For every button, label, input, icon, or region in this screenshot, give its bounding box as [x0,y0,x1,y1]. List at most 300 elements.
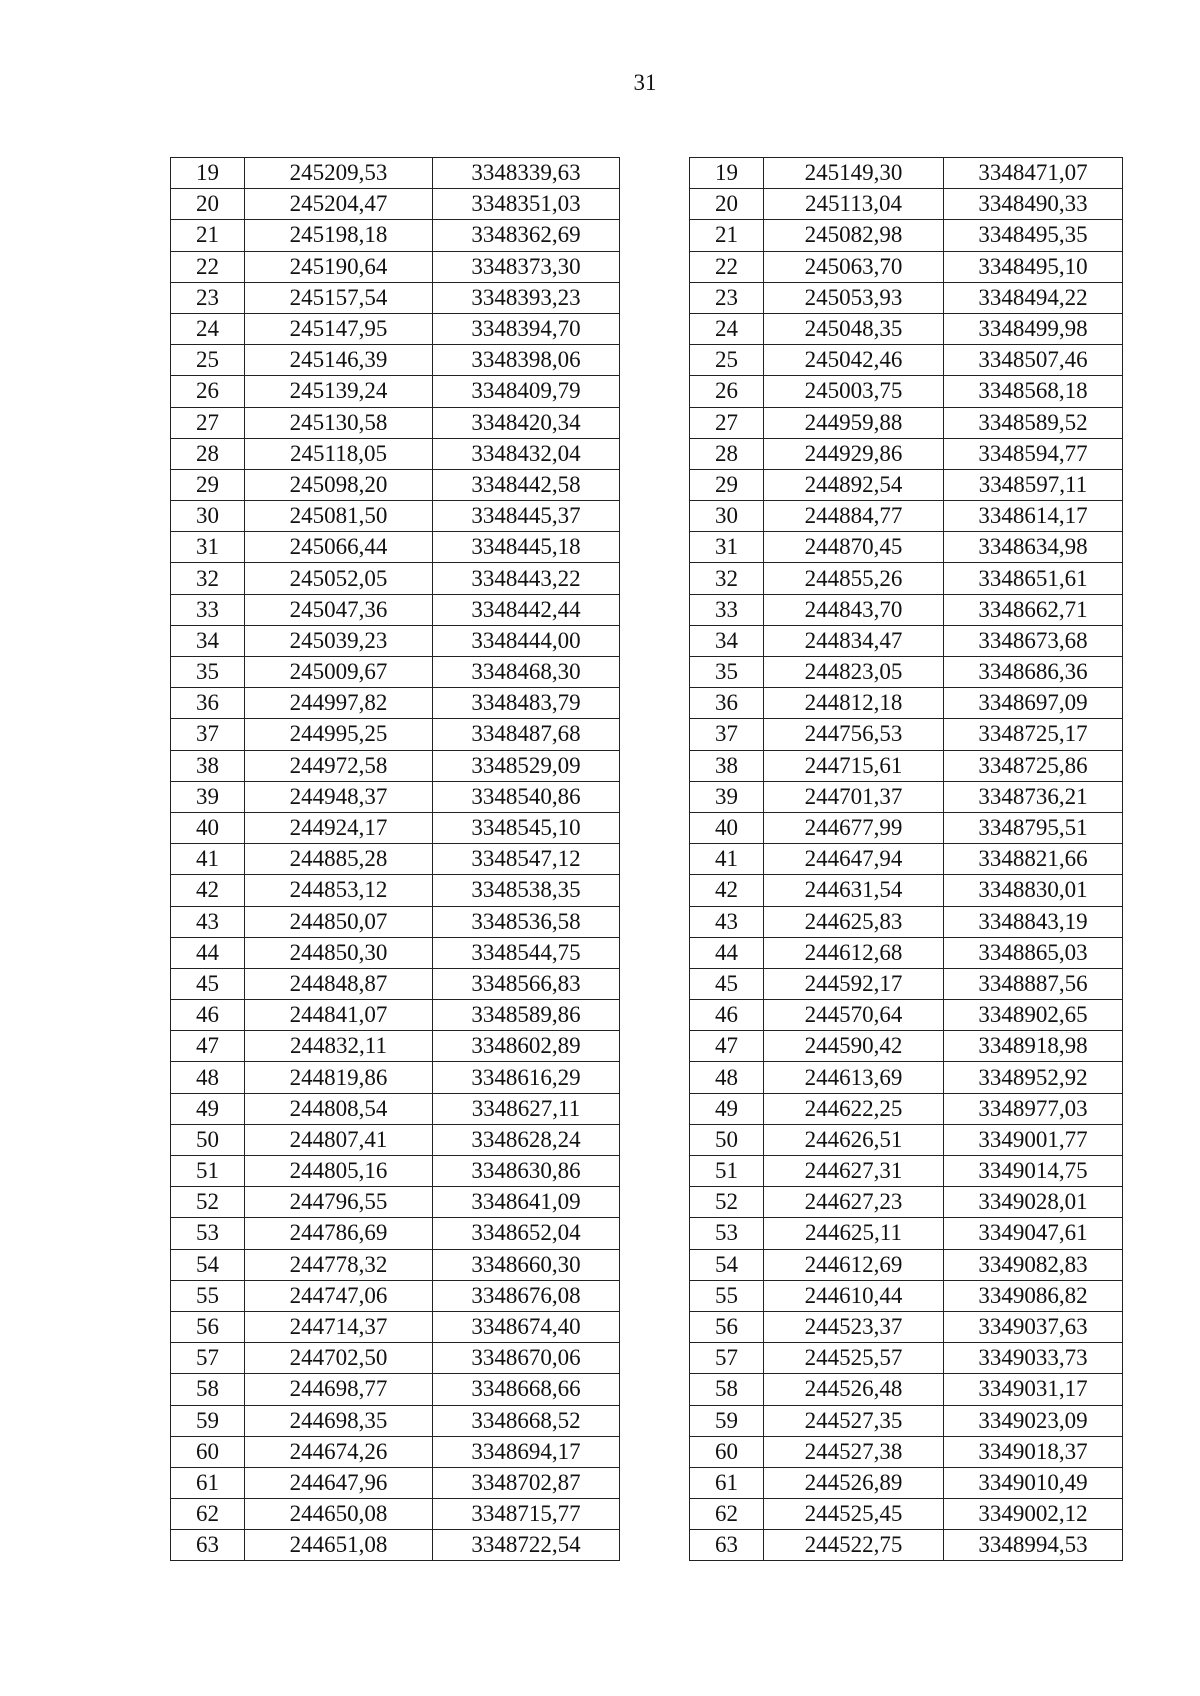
table-row [171,1530,620,1561]
table-row [690,719,1123,750]
x-coordinate-cell: 244525,45 [764,1499,944,1530]
table-row [171,1374,620,1405]
point-number-cell: 43 [690,906,764,937]
y-coordinate-cell: 3348468,30 [433,657,620,688]
x-coordinate-cell: 244698,77 [245,1374,433,1405]
point-number-cell: 32 [690,563,764,594]
x-coordinate-cell: 244823,05 [764,657,944,688]
table-row [171,1187,620,1218]
y-coordinate-cell: 3348694,17 [433,1436,620,1467]
x-coordinate-cell: 244612,68 [764,937,944,968]
table-row [171,407,620,438]
point-number-cell: 31 [690,532,764,563]
table-row [690,1374,1123,1405]
y-coordinate-cell: 3348568,18 [944,376,1123,407]
y-coordinate-cell: 3348668,52 [433,1405,620,1436]
table-row [171,501,620,532]
x-coordinate-cell: 244850,07 [245,906,433,937]
y-coordinate-cell: 3349082,83 [944,1249,1123,1280]
y-coordinate-cell: 3348445,18 [433,532,620,563]
point-number-cell: 57 [171,1343,245,1374]
x-coordinate-cell: 244884,77 [764,501,944,532]
point-number-cell: 28 [171,438,245,469]
point-number-cell: 53 [690,1218,764,1249]
point-number-cell: 56 [171,1311,245,1342]
y-coordinate-cell: 3348420,34 [433,407,620,438]
point-number-cell: 33 [171,594,245,625]
y-coordinate-cell: 3349028,01 [944,1187,1123,1218]
x-coordinate-cell: 244523,37 [764,1311,944,1342]
point-number-cell: 20 [171,189,245,220]
table-row [171,781,620,812]
point-number-cell: 50 [171,1124,245,1155]
table-row [690,220,1123,251]
x-coordinate-cell: 244527,38 [764,1436,944,1467]
x-coordinate-cell: 244592,17 [764,968,944,999]
point-number-cell: 57 [690,1343,764,1374]
point-number-cell: 27 [171,407,245,438]
x-coordinate-cell: 244924,17 [245,812,433,843]
point-number-cell: 36 [171,688,245,719]
y-coordinate-cell: 3348952,92 [944,1062,1123,1093]
y-coordinate-cell: 3349018,37 [944,1436,1123,1467]
x-coordinate-cell: 244841,07 [245,1000,433,1031]
y-coordinate-cell: 3348373,30 [433,251,620,282]
point-number-cell: 38 [690,750,764,781]
y-coordinate-cell: 3348821,66 [944,844,1123,875]
y-coordinate-cell: 3348616,29 [433,1062,620,1093]
y-coordinate-cell: 3348594,77 [944,438,1123,469]
y-coordinate-cell: 3348499,98 [944,313,1123,344]
x-coordinate-cell: 244650,08 [245,1499,433,1530]
point-number-cell: 29 [690,469,764,500]
table-row [690,313,1123,344]
table-row [690,1156,1123,1187]
y-coordinate-cell: 3348589,86 [433,1000,620,1031]
x-coordinate-cell: 244853,12 [245,875,433,906]
coordinates-table-left [170,157,620,1561]
point-number-cell: 43 [171,906,245,937]
y-coordinate-cell: 3349031,17 [944,1374,1123,1405]
x-coordinate-cell: 245063,70 [764,251,944,282]
x-coordinate-cell: 244715,61 [764,750,944,781]
table-body [690,158,1123,1561]
table-row [171,376,620,407]
y-coordinate-cell: 3349002,12 [944,1499,1123,1530]
y-coordinate-cell: 3348652,04 [433,1218,620,1249]
table-row [690,875,1123,906]
point-number-cell: 30 [171,501,245,532]
x-coordinate-cell: 244796,55 [245,1187,433,1218]
table-row [690,1343,1123,1374]
x-coordinate-cell: 244526,48 [764,1374,944,1405]
table-row [171,719,620,750]
y-coordinate-cell: 3348887,56 [944,968,1123,999]
y-coordinate-cell: 3348409,79 [433,376,620,407]
point-number-cell: 49 [690,1093,764,1124]
point-number-cell: 34 [171,625,245,656]
point-number-cell: 36 [690,688,764,719]
y-coordinate-cell: 3349037,63 [944,1311,1123,1342]
table-row [171,1311,620,1342]
table-row [171,345,620,376]
point-number-cell: 47 [171,1031,245,1062]
x-coordinate-cell: 244527,35 [764,1405,944,1436]
table-row [690,282,1123,313]
table-row [690,345,1123,376]
y-coordinate-cell: 3349014,75 [944,1156,1123,1187]
x-coordinate-cell: 244832,11 [245,1031,433,1062]
table-row [690,532,1123,563]
y-coordinate-cell: 3348494,22 [944,282,1123,313]
y-coordinate-cell: 3348490,33 [944,189,1123,220]
x-coordinate-cell: 244997,82 [245,688,433,719]
table-row [690,469,1123,500]
y-coordinate-cell: 3348977,03 [944,1093,1123,1124]
y-coordinate-cell: 3349033,73 [944,1343,1123,1374]
table-row [171,750,620,781]
point-number-cell: 21 [171,220,245,251]
y-coordinate-cell: 3348994,53 [944,1530,1123,1561]
table-row [171,594,620,625]
y-coordinate-cell: 3348628,24 [433,1124,620,1155]
table-row [171,1156,620,1187]
y-coordinate-cell: 3348662,71 [944,594,1123,625]
point-number-cell: 50 [690,1124,764,1155]
table-row [690,407,1123,438]
y-coordinate-cell: 3348544,75 [433,937,620,968]
point-number-cell: 52 [171,1187,245,1218]
y-coordinate-cell: 3348536,58 [433,906,620,937]
point-number-cell: 52 [690,1187,764,1218]
table-row [171,469,620,500]
x-coordinate-cell: 244526,89 [764,1467,944,1498]
x-coordinate-cell: 244870,45 [764,532,944,563]
point-number-cell: 35 [690,657,764,688]
table-row [690,1405,1123,1436]
y-coordinate-cell: 3348495,10 [944,251,1123,282]
x-coordinate-cell: 244948,37 [245,781,433,812]
point-number-cell: 60 [171,1436,245,1467]
y-coordinate-cell: 3348507,46 [944,345,1123,376]
table-row [171,313,620,344]
table-body [171,158,620,1561]
x-coordinate-cell: 245052,05 [245,563,433,594]
table-row [171,812,620,843]
x-coordinate-cell: 244892,54 [764,469,944,500]
x-coordinate-cell: 244701,37 [764,781,944,812]
x-coordinate-cell: 244622,25 [764,1093,944,1124]
point-number-cell: 41 [690,844,764,875]
x-coordinate-cell: 244972,58 [245,750,433,781]
x-coordinate-cell: 245047,36 [245,594,433,625]
point-number-cell: 24 [171,313,245,344]
y-coordinate-cell: 3349001,77 [944,1124,1123,1155]
point-number-cell: 62 [171,1499,245,1530]
x-coordinate-cell: 244812,18 [764,688,944,719]
x-coordinate-cell: 244647,94 [764,844,944,875]
point-number-cell: 61 [690,1467,764,1498]
x-coordinate-cell: 245118,05 [245,438,433,469]
y-coordinate-cell: 3348487,68 [433,719,620,750]
point-number-cell: 62 [690,1499,764,1530]
point-number-cell: 47 [690,1031,764,1062]
x-coordinate-cell: 244625,11 [764,1218,944,1249]
x-coordinate-cell: 244850,30 [245,937,433,968]
y-coordinate-cell: 3348471,07 [944,158,1123,189]
point-number-cell: 59 [690,1405,764,1436]
table-row [171,1343,620,1374]
point-number-cell: 44 [690,937,764,968]
table-row [690,937,1123,968]
point-number-cell: 58 [690,1374,764,1405]
y-coordinate-cell: 3348566,83 [433,968,620,999]
y-coordinate-cell: 3348432,04 [433,438,620,469]
table-row [171,189,620,220]
point-number-cell: 48 [690,1062,764,1093]
x-coordinate-cell: 245009,67 [245,657,433,688]
y-coordinate-cell: 3348830,01 [944,875,1123,906]
point-number-cell: 51 [171,1156,245,1187]
point-number-cell: 61 [171,1467,245,1498]
table-row [690,1436,1123,1467]
table-row [690,1000,1123,1031]
table-row [690,968,1123,999]
y-coordinate-cell: 3348725,17 [944,719,1123,750]
x-coordinate-cell: 244848,87 [245,968,433,999]
x-coordinate-cell: 245003,75 [764,376,944,407]
x-coordinate-cell: 244625,83 [764,906,944,937]
y-coordinate-cell: 3348670,06 [433,1343,620,1374]
x-coordinate-cell: 244522,75 [764,1530,944,1561]
y-coordinate-cell: 3348634,98 [944,532,1123,563]
point-number-cell: 55 [171,1280,245,1311]
point-number-cell: 40 [171,812,245,843]
y-coordinate-cell: 3348597,11 [944,469,1123,500]
table-row [690,750,1123,781]
y-coordinate-cell: 3348540,86 [433,781,620,812]
point-number-cell: 49 [171,1093,245,1124]
x-coordinate-cell: 244805,16 [245,1156,433,1187]
table-row [690,1093,1123,1124]
x-coordinate-cell: 244786,69 [245,1218,433,1249]
table-row [690,1218,1123,1249]
x-coordinate-cell: 244525,57 [764,1343,944,1374]
table-row [171,1062,620,1093]
table-row [690,625,1123,656]
table-row [171,1093,620,1124]
x-coordinate-cell: 245204,47 [245,189,433,220]
y-coordinate-cell: 3348362,69 [433,220,620,251]
table-row [171,844,620,875]
point-number-cell: 26 [690,376,764,407]
table-row [171,282,620,313]
table-row [690,1311,1123,1342]
y-coordinate-cell: 3348602,89 [433,1031,620,1062]
y-coordinate-cell: 3348547,12 [433,844,620,875]
y-coordinate-cell: 3348398,06 [433,345,620,376]
table-row [171,1499,620,1530]
x-coordinate-cell: 244677,99 [764,812,944,843]
y-coordinate-cell: 3348722,54 [433,1530,620,1561]
x-coordinate-cell: 245039,23 [245,625,433,656]
y-coordinate-cell: 3349047,61 [944,1218,1123,1249]
table-row [171,657,620,688]
y-coordinate-cell: 3348668,66 [433,1374,620,1405]
table-row [690,1530,1123,1561]
table-row [171,438,620,469]
point-number-cell: 39 [171,781,245,812]
point-number-cell: 46 [171,1000,245,1031]
table-row [690,251,1123,282]
point-number-cell: 27 [690,407,764,438]
y-coordinate-cell: 3348736,21 [944,781,1123,812]
y-coordinate-cell: 3348676,08 [433,1280,620,1311]
y-coordinate-cell: 3348445,37 [433,501,620,532]
point-number-cell: 60 [690,1436,764,1467]
table-row [171,158,620,189]
table-row [690,1124,1123,1155]
point-number-cell: 38 [171,750,245,781]
point-number-cell: 59 [171,1405,245,1436]
y-coordinate-cell: 3348393,23 [433,282,620,313]
y-coordinate-cell: 3348697,09 [944,688,1123,719]
x-coordinate-cell: 245066,44 [245,532,433,563]
table-row [690,657,1123,688]
point-number-cell: 33 [690,594,764,625]
table-row [690,906,1123,937]
point-number-cell: 39 [690,781,764,812]
y-coordinate-cell: 3348795,51 [944,812,1123,843]
x-coordinate-cell: 244698,35 [245,1405,433,1436]
point-number-cell: 19 [171,158,245,189]
table-row [690,812,1123,843]
table-row [171,906,620,937]
table-row [171,1218,620,1249]
x-coordinate-cell: 244613,69 [764,1062,944,1093]
x-coordinate-cell: 245146,39 [245,345,433,376]
table-row [171,1467,620,1498]
point-number-cell: 23 [171,282,245,313]
table-row [171,532,620,563]
table-row [171,1124,620,1155]
y-coordinate-cell: 3348538,35 [433,875,620,906]
y-coordinate-cell: 3348351,03 [433,189,620,220]
table-row [690,1031,1123,1062]
point-number-cell: 35 [171,657,245,688]
y-coordinate-cell: 3348725,86 [944,750,1123,781]
x-coordinate-cell: 244702,50 [245,1343,433,1374]
y-coordinate-cell: 3348641,09 [433,1187,620,1218]
y-coordinate-cell: 3349023,09 [944,1405,1123,1436]
x-coordinate-cell: 244778,32 [245,1249,433,1280]
y-coordinate-cell: 3348339,63 [433,158,620,189]
x-coordinate-cell: 244819,86 [245,1062,433,1093]
table-row [690,158,1123,189]
y-coordinate-cell: 3348651,61 [944,563,1123,594]
x-coordinate-cell: 244807,41 [245,1124,433,1155]
x-coordinate-cell: 244626,51 [764,1124,944,1155]
y-coordinate-cell: 3348495,35 [944,220,1123,251]
table-row [171,1436,620,1467]
page-number: 31 [633,70,657,95]
point-number-cell: 58 [171,1374,245,1405]
x-coordinate-cell: 244627,23 [764,1187,944,1218]
table-row [690,189,1123,220]
y-coordinate-cell: 3348902,65 [944,1000,1123,1031]
point-number-cell: 28 [690,438,764,469]
point-number-cell: 24 [690,313,764,344]
point-number-cell: 42 [171,875,245,906]
y-coordinate-cell: 3349086,82 [944,1280,1123,1311]
table-row [690,1280,1123,1311]
y-coordinate-cell: 3348918,98 [944,1031,1123,1062]
point-number-cell: 55 [690,1280,764,1311]
point-number-cell: 42 [690,875,764,906]
table-row [690,594,1123,625]
x-coordinate-cell: 244855,26 [764,563,944,594]
point-number-cell: 51 [690,1156,764,1187]
point-number-cell: 22 [690,251,764,282]
table-row [690,688,1123,719]
x-coordinate-cell: 244714,37 [245,1311,433,1342]
x-coordinate-cell: 244808,54 [245,1093,433,1124]
point-number-cell: 41 [171,844,245,875]
table-row [171,1000,620,1031]
table-row [171,968,620,999]
table-row [690,1249,1123,1280]
x-coordinate-cell: 245042,46 [764,345,944,376]
y-coordinate-cell: 3348627,11 [433,1093,620,1124]
point-number-cell: 30 [690,501,764,532]
table-row [690,1062,1123,1093]
point-number-cell: 32 [171,563,245,594]
y-coordinate-cell: 3348673,68 [944,625,1123,656]
x-coordinate-cell: 244631,54 [764,875,944,906]
y-coordinate-cell: 3349010,49 [944,1467,1123,1498]
point-number-cell: 19 [690,158,764,189]
point-number-cell: 48 [171,1062,245,1093]
y-coordinate-cell: 3348545,10 [433,812,620,843]
x-coordinate-cell: 244843,70 [764,594,944,625]
point-number-cell: 56 [690,1311,764,1342]
table-row [690,1499,1123,1530]
x-coordinate-cell: 245048,35 [764,313,944,344]
x-coordinate-cell: 244647,96 [245,1467,433,1498]
y-coordinate-cell: 3348442,44 [433,594,620,625]
point-number-cell: 45 [690,968,764,999]
y-coordinate-cell: 3348674,40 [433,1311,620,1342]
table-row [171,937,620,968]
table-row [171,1249,620,1280]
x-coordinate-cell: 245053,93 [764,282,944,313]
y-coordinate-cell: 3348702,87 [433,1467,620,1498]
table-row [690,1467,1123,1498]
point-number-cell: 22 [171,251,245,282]
x-coordinate-cell: 244756,53 [764,719,944,750]
x-coordinate-cell: 244610,44 [764,1280,944,1311]
y-coordinate-cell: 3348443,22 [433,563,620,594]
y-coordinate-cell: 3348614,17 [944,501,1123,532]
point-number-cell: 63 [171,1530,245,1561]
y-coordinate-cell: 3348660,30 [433,1249,620,1280]
x-coordinate-cell: 245147,95 [245,313,433,344]
x-coordinate-cell: 244747,06 [245,1280,433,1311]
y-coordinate-cell: 3348843,19 [944,906,1123,937]
point-number-cell: 25 [690,345,764,376]
table-row [690,438,1123,469]
table-row [171,625,620,656]
